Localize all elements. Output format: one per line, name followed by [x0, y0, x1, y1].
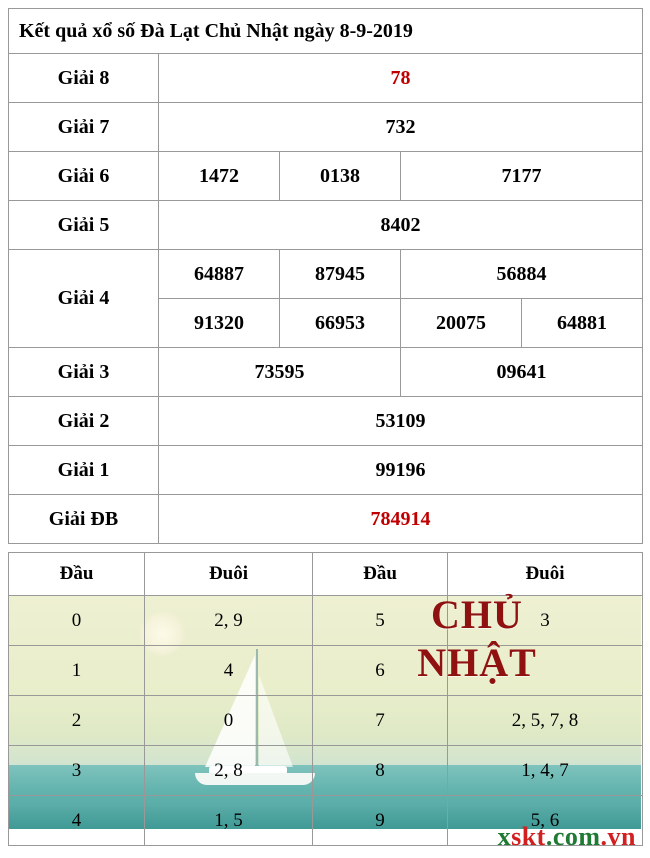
duoi-left-4: 1, 5	[145, 796, 313, 846]
table-row-prize-8	[9, 54, 643, 103]
prize-label-4: Giải 4	[9, 250, 159, 348]
prize-label-db: Giải ĐB	[9, 495, 159, 544]
prize-value-4-2: 87945	[280, 250, 401, 299]
table-row	[9, 696, 643, 746]
prize-value-3-2: 09641	[401, 348, 643, 397]
prize-value-4-3: 56884	[401, 250, 643, 299]
column-header-duoi-left: Đuôi	[145, 553, 313, 596]
prize-label-6: Giải 6	[9, 152, 159, 201]
table-row-prize-7	[9, 103, 643, 152]
prize-value-3-1: 73595	[159, 348, 401, 397]
duoi-right-7: 2, 5, 7, 8	[448, 696, 643, 746]
dau-duoi-section	[8, 552, 642, 846]
prize-label-8: Giải 8	[9, 54, 159, 103]
prize-label-1: Giải 1	[9, 446, 159, 495]
dau-left-1: 1	[9, 646, 145, 696]
column-header-duoi-right: Đuôi	[448, 553, 643, 596]
duoi-left-1: 4	[145, 646, 313, 696]
duoi-left-2: 0	[145, 696, 313, 746]
watermark-part-4: .vn	[600, 822, 636, 851]
duoi-left-3: 2, 8	[145, 746, 313, 796]
table-row-prize-6	[9, 152, 643, 201]
prize-value-7-1: 732	[159, 103, 643, 152]
prize-value-1-1: 99196	[159, 446, 643, 495]
prize-value-db-1: 784914	[159, 495, 643, 544]
table-row	[9, 746, 643, 796]
stamp-line-2: NHẬT	[417, 640, 537, 685]
prize-label-3: Giải 3	[9, 348, 159, 397]
prize-value-4-6: 20075	[401, 299, 522, 348]
dau-left-4: 4	[9, 796, 145, 846]
prize-value-6-3: 7177	[401, 152, 643, 201]
prize-label-5: Giải 5	[9, 201, 159, 250]
duoi-left-0: 2, 9	[145, 596, 313, 646]
prize-value-2-1: 53109	[159, 397, 643, 446]
prize-value-4-5: 66953	[280, 299, 401, 348]
prize-label-7: Giải 7	[9, 103, 159, 152]
prize-value-4-1: 64887	[159, 250, 280, 299]
column-header-dau-right: Đầu	[313, 553, 448, 596]
table-row-prize-db	[9, 495, 643, 544]
dau-left-3: 3	[9, 746, 145, 796]
table-row-prize-3	[9, 348, 643, 397]
duoi-right-5: 3	[448, 596, 643, 646]
dau-right-9: 9	[313, 796, 448, 846]
dau-right-7: 7	[313, 696, 448, 746]
column-header-dau-left: Đầu	[9, 553, 145, 596]
stamp-line-1: CHỦ	[431, 592, 523, 637]
watermark-part-1: x	[497, 822, 512, 851]
table-row	[9, 796, 643, 846]
table-row	[9, 596, 643, 646]
dau-duoi-table	[8, 552, 643, 846]
dau-duoi-header-row	[9, 553, 643, 596]
lottery-results-table	[8, 8, 643, 544]
table-row	[9, 646, 643, 696]
dau-right-8: 8	[313, 746, 448, 796]
prize-value-8-1: 78	[159, 54, 643, 103]
dau-left-0: 0	[9, 596, 145, 646]
duoi-right-9: 5, 6	[448, 796, 643, 846]
watermark-part-3: .com	[545, 822, 601, 851]
prize-value-6-1: 1472	[159, 152, 280, 201]
prize-value-4-4: 91320	[159, 299, 280, 348]
prize-value-4-7: 64881	[522, 299, 643, 348]
table-row-prize-1	[9, 446, 643, 495]
table-row-prize-5	[9, 201, 643, 250]
dau-left-2: 2	[9, 696, 145, 746]
prize-label-2: Giải 2	[9, 397, 159, 446]
watermark-part-2: skt	[511, 822, 546, 851]
duoi-right-8: 1, 4, 7	[448, 746, 643, 796]
prize-value-6-2: 0138	[280, 152, 401, 201]
dau-right-6: 6	[313, 646, 448, 696]
table-row-prize-2	[9, 397, 643, 446]
page-title: Kết quả xổ số Đà Lạt Chủ Nhật ngày 8-9-2019	[9, 9, 643, 54]
duoi-right-6	[448, 646, 643, 696]
dau-right-5: 5	[313, 596, 448, 646]
table-row-prize-4-a	[9, 250, 643, 299]
table-row-title	[9, 9, 643, 54]
prize-value-5-1: 8402	[159, 201, 643, 250]
